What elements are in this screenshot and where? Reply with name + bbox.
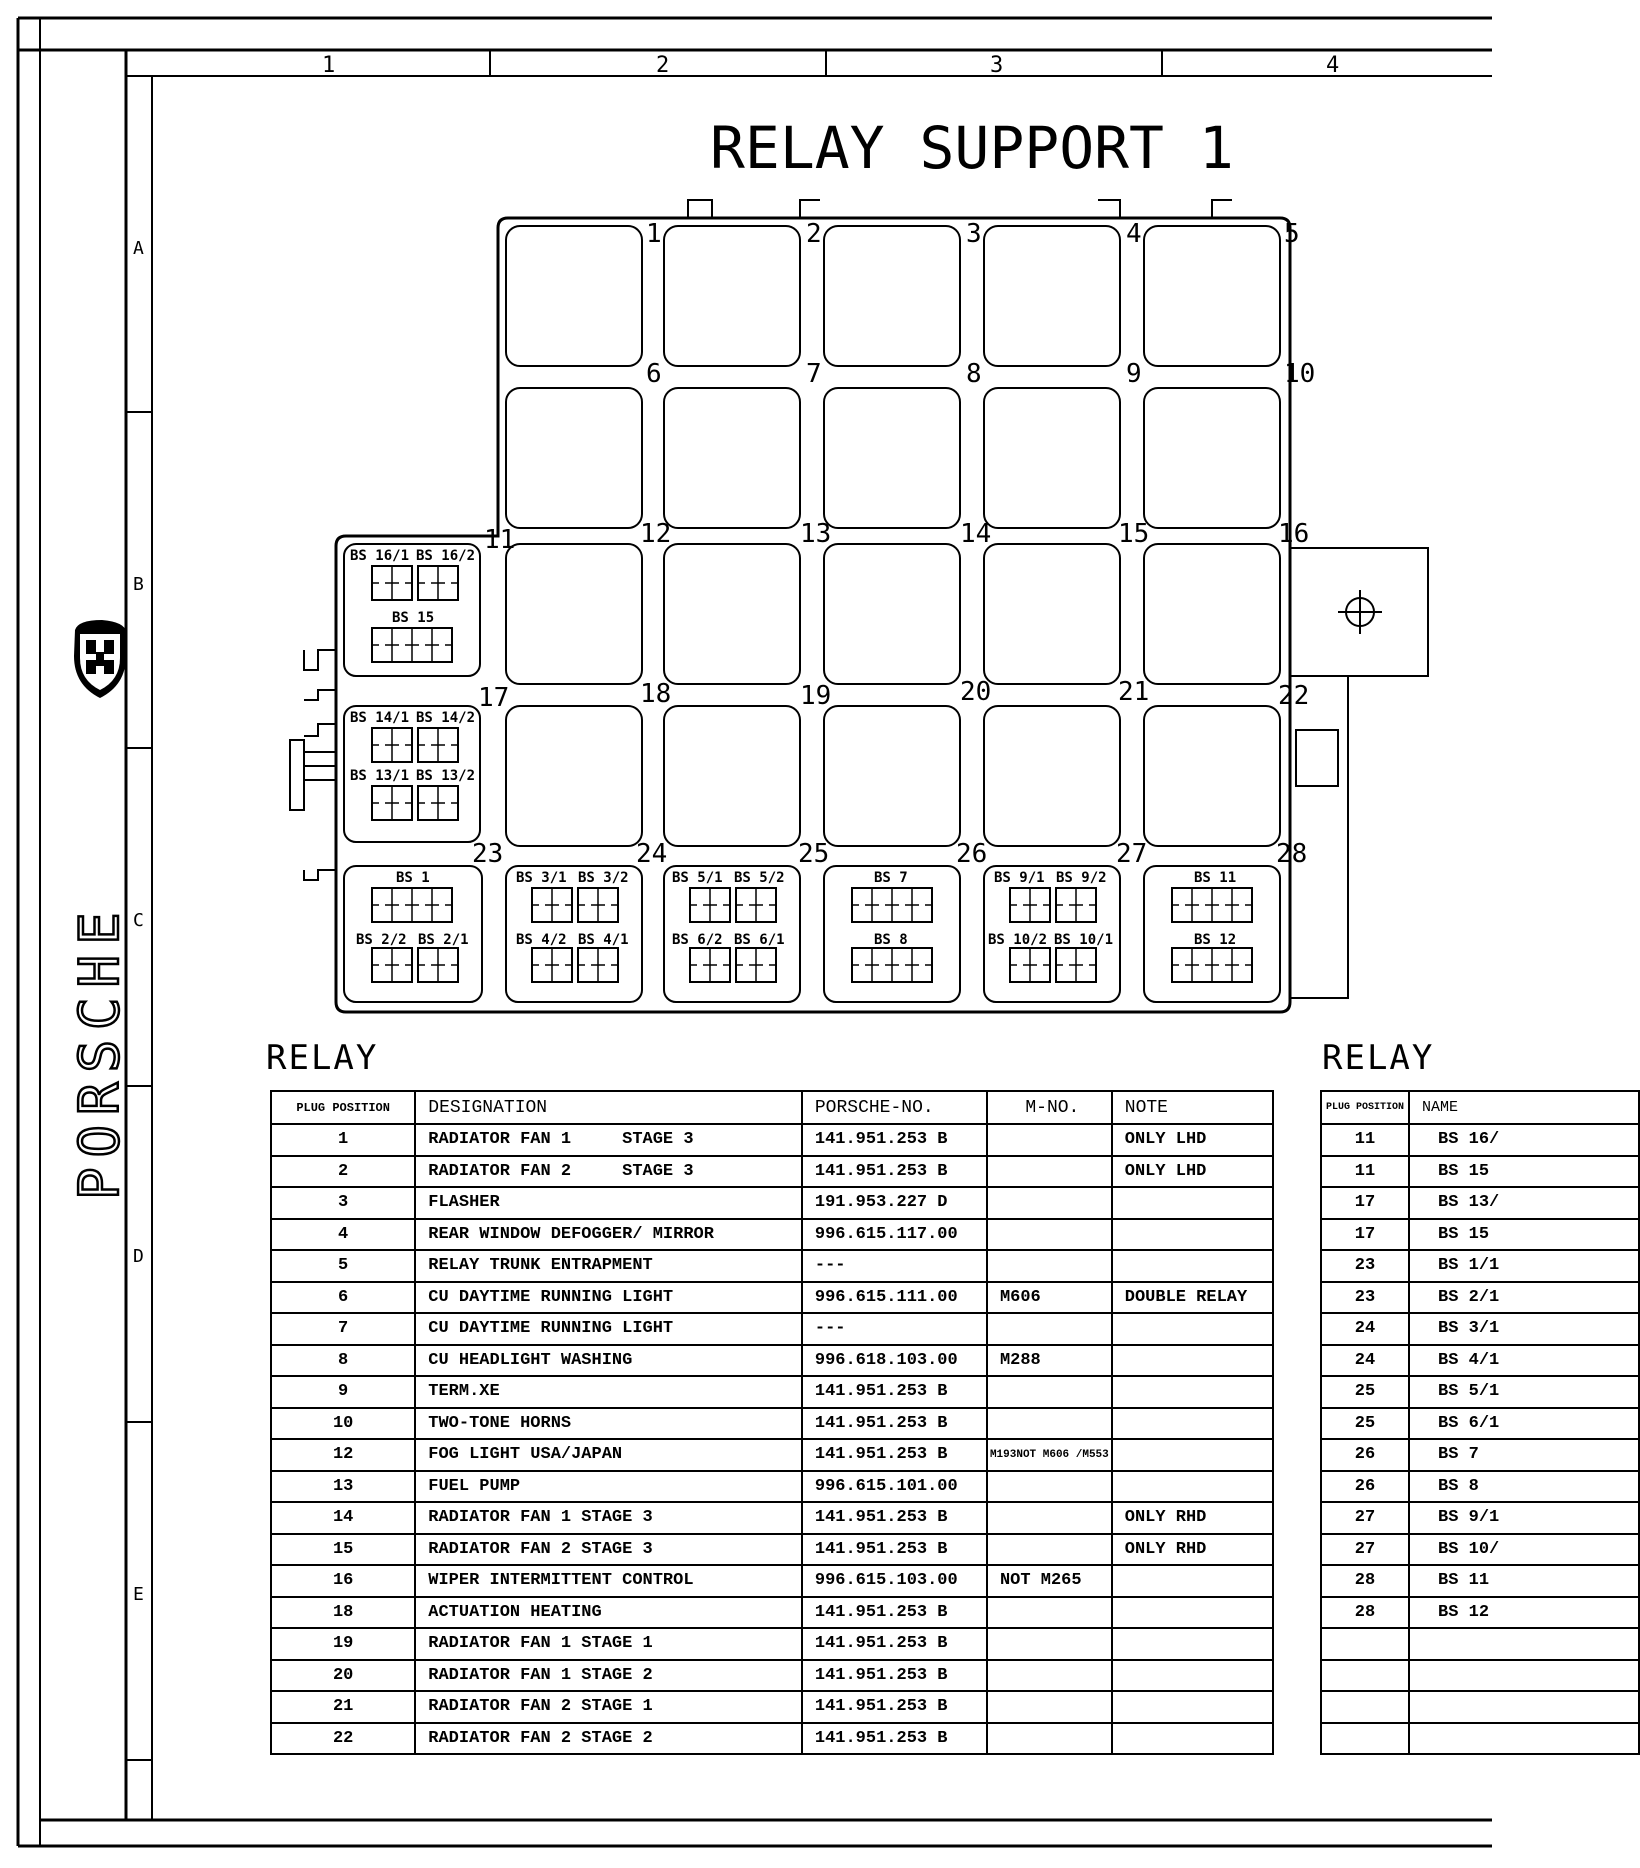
header-plug-position: PLUG POSITION: [1321, 1091, 1409, 1124]
table-row: [1321, 1439, 1639, 1471]
relay-table-title: RELAY: [266, 1038, 379, 1078]
cell-designation: RADIATOR FAN 2 STAGE 3: [415, 1534, 802, 1566]
row-marker-a: A: [133, 238, 144, 259]
cell-designation: RADIATOR FAN 1 STAGE 1: [415, 1628, 802, 1660]
module-label: BS 5/2: [734, 870, 785, 886]
diagram-title: RELAY SUPPORT 1: [710, 114, 1234, 182]
cell-plug-position: 26: [1321, 1439, 1409, 1471]
cell-plug-position: 4: [271, 1219, 415, 1251]
cell-name: BS 1/1: [1409, 1250, 1639, 1282]
slot-number-label: 21: [1118, 677, 1150, 707]
cell-designation: FLASHER: [415, 1187, 802, 1219]
table-row: [1321, 1124, 1639, 1156]
module-label: BS 13/2: [416, 768, 476, 784]
slot-number-label: 23: [472, 839, 504, 869]
relay-slot: [1144, 388, 1280, 528]
cell-plug-position: 17: [1321, 1219, 1409, 1251]
table-row: [1321, 1660, 1639, 1692]
cell-m-no: [987, 1691, 1112, 1723]
cell-designation: RADIATOR FAN 2 STAGE 3: [415, 1156, 802, 1188]
module-label: BS 9/2: [1056, 870, 1107, 886]
cell-porsche-no: 996.615.101.00: [802, 1471, 987, 1503]
cell-plug-position: 3: [271, 1187, 415, 1219]
relay-slot: [664, 226, 800, 366]
cell-plug-position: 28: [1321, 1597, 1409, 1629]
header-porsche-no: PORSCHE-NO.: [802, 1091, 987, 1124]
cell-plug-position: 25: [1321, 1376, 1409, 1408]
cell-m-no: [987, 1723, 1112, 1755]
cell-porsche-no: 141.951.253 B: [802, 1408, 987, 1440]
cell-porsche-no: 141.951.253 B: [802, 1723, 987, 1755]
cell-m-no: [987, 1250, 1112, 1282]
relay-table-2-header: [1321, 1091, 1639, 1124]
table-row: [1321, 1345, 1639, 1377]
cell-note: [1112, 1345, 1273, 1377]
slot-number-label: 20: [960, 677, 992, 707]
brand-wordmark: PORSCHE: [68, 902, 131, 1200]
cell-designation: RELAY TRUNK ENTRAPMENT: [415, 1250, 802, 1282]
slot-number-label: 11: [484, 525, 516, 555]
module-label: BS 16/1: [350, 548, 410, 564]
cell-designation: FOG LIGHT USA/JAPAN: [415, 1439, 802, 1471]
slot-number-label: 7: [806, 359, 822, 389]
relay-slot: [984, 544, 1120, 684]
table-row: [271, 1660, 1273, 1692]
cell-name: BS 15: [1409, 1156, 1639, 1188]
module-label: BS 2/2: [356, 932, 407, 948]
cell-designation: CU HEADLIGHT WASHING: [415, 1345, 802, 1377]
connector-clips: [290, 650, 336, 880]
cell-designation: RADIATOR FAN 2 STAGE 1: [415, 1691, 802, 1723]
cell-plug-position: 7: [271, 1313, 415, 1345]
cell-m-no: M288: [987, 1345, 1112, 1377]
table-row: [271, 1691, 1273, 1723]
table-row: [1321, 1534, 1639, 1566]
module-label: BS 10/1: [1054, 932, 1114, 948]
slot-number-label: 26: [956, 839, 988, 869]
slot-number-label: 1: [646, 219, 662, 249]
cell-plug-position: 27: [1321, 1534, 1409, 1566]
cell-porsche-no: 141.951.253 B: [802, 1597, 987, 1629]
table-row: [271, 1313, 1273, 1345]
cell-plug-position: 20: [271, 1660, 415, 1692]
table-row: [1321, 1502, 1639, 1534]
cell-note: DOUBLE RELAY: [1112, 1282, 1273, 1314]
slot-number-label: 10: [1284, 359, 1316, 389]
cell-note: [1112, 1250, 1273, 1282]
row-marker-d: D: [133, 1246, 144, 1267]
table-row: [271, 1628, 1273, 1660]
table-row: [271, 1408, 1273, 1440]
relay-table: [270, 1090, 1274, 1755]
cell-porsche-no: 141.951.253 B: [802, 1156, 987, 1188]
cell-m-no: [987, 1471, 1112, 1503]
cell-designation: TWO-TONE HORNS: [415, 1408, 802, 1440]
cell-note: ONLY RHD: [1112, 1502, 1273, 1534]
slot-number-label: 19: [800, 681, 832, 711]
cell-plug-position: [1321, 1660, 1409, 1692]
slot-number-label: 18: [640, 679, 672, 709]
cell-note: [1112, 1628, 1273, 1660]
slot-number-label: 3: [966, 219, 982, 249]
column-marker-2: 2: [656, 53, 670, 78]
cell-note: ONLY LHD: [1112, 1156, 1273, 1188]
table-row: [1321, 1250, 1639, 1282]
cell-plug-position: 2: [271, 1156, 415, 1188]
column-marker-3: 3: [990, 53, 1004, 78]
cell-m-no: [987, 1408, 1112, 1440]
cell-name: BS 5/1: [1409, 1376, 1639, 1408]
cell-plug-position: 27: [1321, 1502, 1409, 1534]
relay-slot: [664, 706, 800, 846]
cell-porsche-no: 141.951.253 B: [802, 1376, 987, 1408]
cell-m-no: [987, 1124, 1112, 1156]
cell-m-no: [987, 1502, 1112, 1534]
header-m-no: M-NO.: [987, 1091, 1112, 1124]
table-row: [271, 1124, 1273, 1156]
slot-number-label: 12: [640, 519, 672, 549]
cell-plug-position: [1321, 1691, 1409, 1723]
table-row: [271, 1187, 1273, 1219]
cell-m-no: [987, 1187, 1112, 1219]
cell-porsche-no: 191.953.227 D: [802, 1187, 987, 1219]
module-label: BS 5/1: [672, 870, 723, 886]
cell-plug-position: 25: [1321, 1408, 1409, 1440]
slot-number-label: 17: [478, 683, 510, 713]
table-row: [271, 1282, 1273, 1314]
cell-porsche-no: ---: [802, 1250, 987, 1282]
cell-plug-position: 11: [1321, 1156, 1409, 1188]
cell-plug-position: 28: [1321, 1565, 1409, 1597]
cell-name: BS 15: [1409, 1219, 1639, 1251]
cell-name: [1409, 1660, 1639, 1692]
table-row: [271, 1250, 1273, 1282]
cell-plug-position: 18: [271, 1597, 415, 1629]
module-label: BS 16/2: [416, 548, 476, 564]
cell-porsche-no: 141.951.253 B: [802, 1502, 987, 1534]
cell-plug-position: 16: [271, 1565, 415, 1597]
relay-slot: [1144, 544, 1280, 684]
mounting-hole-icon: [1338, 590, 1382, 634]
cell-name: BS 3/1: [1409, 1313, 1639, 1345]
cell-m-no: M193NOT M606 /M553: [987, 1439, 1112, 1471]
table-row: [271, 1219, 1273, 1251]
cell-plug-position: 14: [271, 1502, 415, 1534]
cell-m-no: [987, 1660, 1112, 1692]
cell-plug-position: 15: [271, 1534, 415, 1566]
cell-note: [1112, 1723, 1273, 1755]
table-row: [1321, 1187, 1639, 1219]
cell-porsche-no: 141.951.253 B: [802, 1124, 987, 1156]
cell-designation: WIPER INTERMITTENT CONTROL: [415, 1565, 802, 1597]
relay-slot: [664, 388, 800, 528]
table-row: [1321, 1628, 1639, 1660]
cell-plug-position: 22: [271, 1723, 415, 1755]
cell-m-no: [987, 1156, 1112, 1188]
cell-note: [1112, 1691, 1273, 1723]
cell-name: BS 11: [1409, 1565, 1639, 1597]
relay-modules: [344, 544, 1280, 1002]
relay-slot: [1144, 226, 1280, 366]
cell-note: [1112, 1597, 1273, 1629]
table-row: [1321, 1723, 1639, 1755]
slot-number-label: 24: [636, 839, 668, 869]
cell-note: [1112, 1408, 1273, 1440]
cell-plug-position: 11: [1321, 1124, 1409, 1156]
table-row: [1321, 1376, 1639, 1408]
cell-note: ONLY LHD: [1112, 1124, 1273, 1156]
module-label: BS 6/2: [672, 932, 723, 948]
relay-slot: [824, 706, 960, 846]
cell-name: [1409, 1628, 1639, 1660]
module-label: BS 10/2: [988, 932, 1048, 948]
slot-number-label: 5: [1284, 219, 1300, 249]
table-row: [271, 1345, 1273, 1377]
slot-number-label: 13: [800, 519, 832, 549]
table-row: [1321, 1156, 1639, 1188]
cell-plug-position: 21: [271, 1691, 415, 1723]
relay-slot: [824, 226, 960, 366]
mounting-tabs: [688, 200, 1232, 218]
cell-designation: RADIATOR FAN 1 STAGE 3: [415, 1502, 802, 1534]
table-row: [1321, 1408, 1639, 1440]
cell-plug-position: 24: [1321, 1313, 1409, 1345]
cell-porsche-no: 996.615.117.00: [802, 1219, 987, 1251]
row-marker-b: B: [133, 574, 144, 595]
table-row: [1321, 1282, 1639, 1314]
cell-porsche-no: 141.951.253 B: [802, 1628, 987, 1660]
cell-porsche-no: 996.615.111.00: [802, 1282, 987, 1314]
table-row: [1321, 1597, 1639, 1629]
relay-slot: [506, 706, 642, 846]
relay-slot: [984, 706, 1120, 846]
table-row: [271, 1156, 1273, 1188]
column-marker-1: 1: [322, 53, 336, 78]
table-row: [1321, 1565, 1639, 1597]
cell-name: [1409, 1723, 1639, 1755]
table-row: [1321, 1219, 1639, 1251]
relay-slot-grid: [506, 226, 1280, 846]
table-row: [271, 1534, 1273, 1566]
cell-m-no: [987, 1219, 1112, 1251]
relay-slot: [506, 544, 642, 684]
module-label: BS 8: [874, 932, 908, 948]
slot-number-label: 4: [1126, 219, 1142, 249]
cell-designation: REAR WINDOW DEFOGGER/ MIRROR: [415, 1219, 802, 1251]
cell-designation: ACTUATION HEATING: [415, 1597, 802, 1629]
module-label: BS 7: [874, 870, 908, 886]
relay-table-2-viewport: [1320, 1090, 1500, 1790]
cell-m-no: M606: [987, 1282, 1112, 1314]
module-label: BS 14/2: [416, 710, 476, 726]
row-marker-c: C: [133, 910, 144, 931]
cell-note: ONLY RHD: [1112, 1534, 1273, 1566]
cell-plug-position: 24: [1321, 1345, 1409, 1377]
cell-plug-position: 1: [271, 1124, 415, 1156]
module-label: BS 11: [1194, 870, 1237, 886]
slot-number-label: 2: [806, 219, 822, 249]
relay-slot: [664, 544, 800, 684]
table-row: [271, 1597, 1273, 1629]
cell-porsche-no: 141.951.253 B: [802, 1439, 987, 1471]
slot-number-label: 22: [1278, 681, 1310, 711]
relay-slot: [824, 388, 960, 528]
cell-note: [1112, 1376, 1273, 1408]
cell-name: BS 10/: [1409, 1534, 1639, 1566]
cell-designation: RADIATOR FAN 1 STAGE 2: [415, 1660, 802, 1692]
header-note: NOTE: [1112, 1091, 1273, 1124]
cell-plug-position: 17: [1321, 1187, 1409, 1219]
module-label: BS 6/1: [734, 932, 785, 948]
cell-plug-position: 6: [271, 1282, 415, 1314]
relay-table-2: [1320, 1090, 1640, 1755]
slot-number-label: 8: [966, 359, 982, 389]
cell-name: BS 8: [1409, 1471, 1639, 1503]
bottom-module-2: [506, 866, 642, 1002]
table-row: [271, 1565, 1273, 1597]
cell-note: [1112, 1187, 1273, 1219]
table-row: [271, 1723, 1273, 1755]
cell-name: BS 6/1: [1409, 1408, 1639, 1440]
cell-designation: CU DAYTIME RUNNING LIGHT: [415, 1282, 802, 1314]
module-label: BS 13/1: [350, 768, 410, 784]
row-marker-e: E: [133, 1584, 144, 1605]
cell-m-no: [987, 1313, 1112, 1345]
cell-note: [1112, 1660, 1273, 1692]
bottom-module-5: [984, 866, 1120, 1002]
cell-name: BS 9/1: [1409, 1502, 1639, 1534]
slot-number-label: 15: [1118, 519, 1150, 549]
table-row: [271, 1439, 1273, 1471]
header-name: NAME: [1409, 1091, 1639, 1124]
cell-plug-position: 10: [271, 1408, 415, 1440]
relay-table-2-title: RELAY: [1322, 1038, 1435, 1078]
cell-name: BS 16/: [1409, 1124, 1639, 1156]
cell-designation: CU DAYTIME RUNNING LIGHT: [415, 1313, 802, 1345]
slot-number-label: 14: [960, 519, 992, 549]
cell-plug-position: 5: [271, 1250, 415, 1282]
cell-plug-position: 12: [271, 1439, 415, 1471]
relay-slot: [984, 226, 1120, 366]
relay-slot: [824, 544, 960, 684]
cell-porsche-no: ---: [802, 1313, 987, 1345]
relay-slot: [506, 226, 642, 366]
cell-note: [1112, 1313, 1273, 1345]
table-row: [271, 1502, 1273, 1534]
slot-number-label: 25: [798, 839, 830, 869]
slot-number-label: 27: [1116, 839, 1148, 869]
cell-m-no: [987, 1376, 1112, 1408]
relay-slot: [1144, 706, 1280, 846]
cell-name: BS 12: [1409, 1597, 1639, 1629]
cell-porsche-no: 996.618.103.00: [802, 1345, 987, 1377]
cell-m-no: [987, 1628, 1112, 1660]
cell-porsche-no: 141.951.253 B: [802, 1534, 987, 1566]
table-row: [1321, 1471, 1639, 1503]
cell-plug-position: 26: [1321, 1471, 1409, 1503]
column-marker-4: 4: [1326, 53, 1340, 78]
cell-designation: FUEL PUMP: [415, 1471, 802, 1503]
cell-note: [1112, 1439, 1273, 1471]
cell-m-no: [987, 1534, 1112, 1566]
cell-plug-position: [1321, 1628, 1409, 1660]
cell-designation: TERM.XE: [415, 1376, 802, 1408]
module-label: BS 3/2: [578, 870, 629, 886]
module-label: BS 12: [1194, 932, 1237, 948]
slot-number-label: 9: [1126, 359, 1142, 389]
relay-table-header: [271, 1091, 1273, 1124]
cell-m-no: NOT M265: [987, 1565, 1112, 1597]
cell-name: BS 4/1: [1409, 1345, 1639, 1377]
cell-note: [1112, 1471, 1273, 1503]
cell-name: [1409, 1691, 1639, 1723]
cell-porsche-no: 996.615.103.00: [802, 1565, 987, 1597]
cell-plug-position: 8: [271, 1345, 415, 1377]
table-row: [1321, 1313, 1639, 1345]
cell-name: BS 13/: [1409, 1187, 1639, 1219]
cell-plug-position: 23: [1321, 1250, 1409, 1282]
table-row: [271, 1471, 1273, 1503]
slot-number-label: 16: [1278, 519, 1310, 549]
module-label: BS 4/2: [516, 932, 567, 948]
bottom-module-3: [664, 866, 800, 1002]
cell-porsche-no: 141.951.253 B: [802, 1660, 987, 1692]
cell-porsche-no: 141.951.253 B: [802, 1691, 987, 1723]
slot-number-label: 6: [646, 359, 662, 389]
cell-name: BS 2/1: [1409, 1282, 1639, 1314]
module-label: BS 2/1: [418, 932, 469, 948]
module-label: BS 9/1: [994, 870, 1045, 886]
module-label: BS 3/1: [516, 870, 567, 886]
header-designation: DESIGNATION: [415, 1091, 802, 1124]
cell-note: [1112, 1565, 1273, 1597]
relay-slot: [506, 388, 642, 528]
module-label: BS 14/1: [350, 710, 410, 726]
module-label: BS 15: [392, 610, 435, 626]
slot-number-label: 28: [1276, 839, 1308, 869]
cell-designation: RADIATOR FAN 1 STAGE 3: [415, 1124, 802, 1156]
cell-plug-position: 13: [271, 1471, 415, 1503]
table-row: [1321, 1691, 1639, 1723]
cell-plug-position: 9: [271, 1376, 415, 1408]
header-plug-position: PLUG POSITION: [271, 1091, 415, 1124]
cell-m-no: [987, 1597, 1112, 1629]
cell-plug-position: 23: [1321, 1282, 1409, 1314]
cell-plug-position: 19: [271, 1628, 415, 1660]
module-label: BS 4/1: [578, 932, 629, 948]
cell-name: BS 7: [1409, 1439, 1639, 1471]
cell-note: [1112, 1219, 1273, 1251]
relay-slot: [984, 388, 1120, 528]
table-row: [271, 1376, 1273, 1408]
cell-plug-position: [1321, 1723, 1409, 1755]
module-label: BS 1: [396, 870, 430, 886]
cell-designation: RADIATOR FAN 2 STAGE 2: [415, 1723, 802, 1755]
